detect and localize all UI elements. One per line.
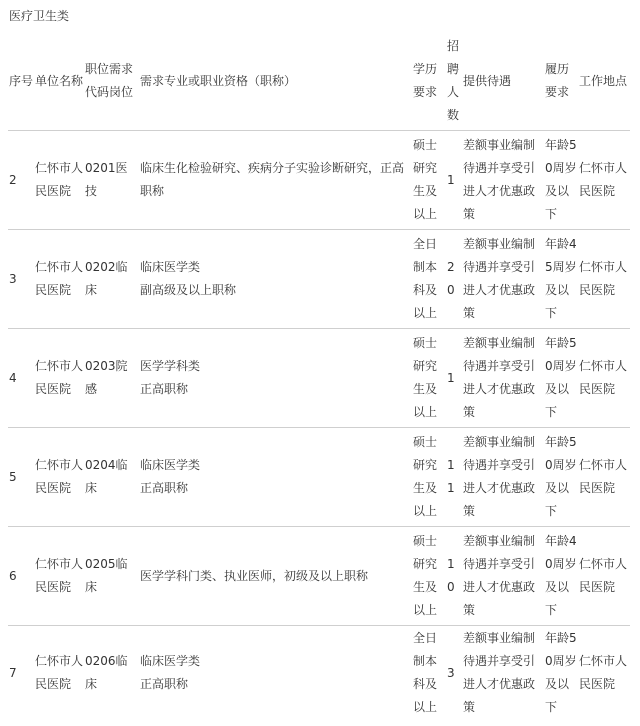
table-row bbox=[8, 428, 630, 527]
cell-unit: 仁怀市人民医院 bbox=[34, 329, 84, 428]
cell-resume: 年龄45周岁及以下 bbox=[544, 230, 578, 329]
cell-unit: 仁怀市人民医院 bbox=[34, 527, 84, 626]
cell-seq: 4 bbox=[8, 329, 34, 428]
header-count: 招聘人数 bbox=[446, 32, 462, 131]
recruitment-table bbox=[8, 32, 630, 720]
header-benefit: 提供待遇 bbox=[462, 32, 544, 131]
cell-location: 仁怀市人民医院 bbox=[578, 527, 630, 626]
cell-seq: 6 bbox=[8, 527, 34, 626]
cell-benefit: 差额事业编制待遇并享受引进人才优惠政策 bbox=[462, 527, 544, 626]
cell-seq: 7 bbox=[9, 665, 17, 680]
cell-resume: 年龄50周岁及以下 bbox=[544, 329, 578, 428]
table-row bbox=[8, 527, 630, 626]
table-row bbox=[8, 131, 630, 230]
cell-resume: 年龄40周岁及以下 bbox=[544, 527, 578, 626]
cell-code: 0203院感 bbox=[84, 329, 139, 428]
cell-major: 医学学科类 正高职称 bbox=[139, 329, 412, 428]
header-unit: 单位名称 bbox=[34, 32, 84, 131]
table-row bbox=[8, 329, 630, 428]
cell-location: 仁怀市人民医院 bbox=[578, 329, 630, 428]
table-row bbox=[8, 230, 630, 329]
cell-code: 0204临床 bbox=[84, 428, 139, 527]
cell-seq: 5 bbox=[8, 428, 34, 527]
cell-unit: 仁怀市人民医院 bbox=[34, 230, 84, 329]
cell-count: 11 bbox=[446, 428, 462, 527]
cell-count: 1 bbox=[446, 131, 462, 230]
header-major: 需求专业或职业资格（职称） bbox=[139, 32, 412, 131]
cell-benefit: 差额事业编制待遇并享受引进人才优惠政策 bbox=[462, 131, 544, 230]
cell-count: 3 bbox=[447, 665, 455, 680]
cell-benefit: 差额事业编制待遇并享受引进人才优惠政策 bbox=[462, 329, 544, 428]
cell-unit: 仁怀市人民医院 bbox=[35, 654, 84, 691]
cell-code: 0202临床 bbox=[84, 230, 139, 329]
cell-resume: 年龄50周岁及以下 bbox=[544, 131, 578, 230]
cell-code: 0206临床 bbox=[85, 654, 128, 691]
cell-edu: 硕士研究生及以上 bbox=[412, 329, 446, 428]
cell-resume: 年龄50周岁及以下 bbox=[545, 631, 577, 714]
cell-major: 临床医学类 副高级及以上职称 bbox=[139, 230, 412, 329]
cell-unit: 仁怀市人民医院 bbox=[34, 428, 84, 527]
cell-edu: 硕士研究生及以上 bbox=[412, 527, 446, 626]
cell-count: 10 bbox=[446, 527, 462, 626]
cell-count: 1 bbox=[446, 329, 462, 428]
cell-seq: 2 bbox=[8, 131, 34, 230]
header-seq: 序号 bbox=[8, 32, 34, 131]
cell-major: 医学学科门类、执业医师，初级及以上职称 bbox=[139, 527, 412, 626]
cell-edu: 硕士研究生及以上 bbox=[412, 428, 446, 527]
cell-major: 临床医学类 正高职称 bbox=[140, 654, 201, 691]
table-row bbox=[8, 626, 630, 721]
header-resume: 履历要求 bbox=[544, 32, 578, 131]
cell-location: 仁怀市人民医院 bbox=[578, 428, 630, 527]
cell-location: 仁怀市人民医院 bbox=[579, 654, 628, 691]
category-title: 医疗卫生类 bbox=[9, 9, 70, 23]
cell-seq: 3 bbox=[8, 230, 34, 329]
header-edu: 学历要求 bbox=[412, 32, 446, 131]
cell-location: 仁怀市人民医院 bbox=[578, 131, 630, 230]
cell-benefit: 差额事业编制待遇并享受引进人才优惠政策 bbox=[462, 428, 544, 527]
table-header-row bbox=[8, 32, 630, 131]
cell-edu: 硕士研究生及以上 bbox=[412, 131, 446, 230]
cell-code: 0201医技 bbox=[84, 131, 139, 230]
cell-edu: 全日制本科及以上 bbox=[412, 230, 446, 329]
cell-major: 临床医学类 正高职称 bbox=[139, 428, 412, 527]
header-location: 工作地点 bbox=[578, 32, 630, 131]
cell-unit: 仁怀市人民医院 bbox=[34, 131, 84, 230]
cell-major: 临床生化检验研究、疾病分子实验诊断研究，正高职称 bbox=[139, 131, 412, 230]
cell-edu: 全日制本科及以上 bbox=[413, 631, 438, 714]
cell-benefit: 差额事业编制待遇并享受引进人才优惠政策 bbox=[462, 230, 544, 329]
header-code: 职位需求代码岗位 bbox=[84, 32, 139, 131]
cell-location: 仁怀市人民医院 bbox=[578, 230, 630, 329]
cell-resume: 年龄50周岁及以下 bbox=[544, 428, 578, 527]
cell-code: 0205临床 bbox=[84, 527, 139, 626]
cell-count: 20 bbox=[446, 230, 462, 329]
cell-benefit: 差额事业编制待遇并享受引进人才优惠政策 bbox=[463, 631, 536, 714]
